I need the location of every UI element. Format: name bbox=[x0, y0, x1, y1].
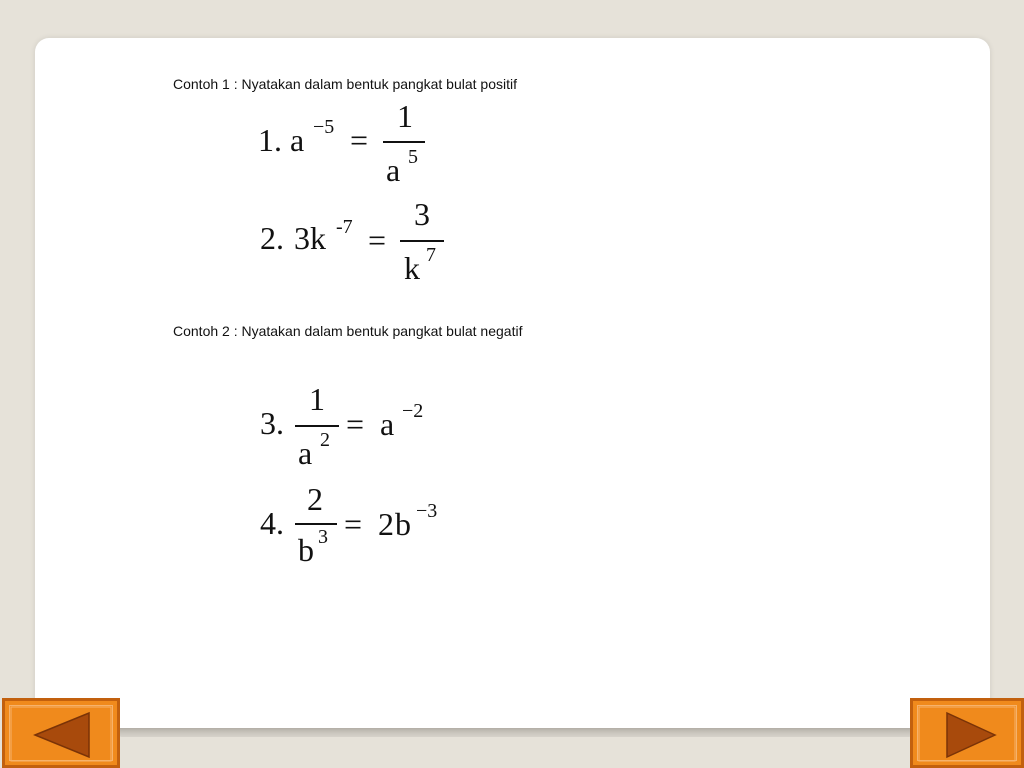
equation-1-lhs-exponent: −5 bbox=[313, 116, 335, 138]
card-shadow bbox=[118, 727, 913, 737]
equation-2-rhs-base: k bbox=[404, 250, 420, 286]
equation-2-rhs-exponent: 7 bbox=[426, 244, 436, 266]
right-triangle-icon bbox=[913, 701, 1021, 765]
previous-slide-button[interactable] bbox=[2, 698, 120, 768]
equation-1-lhs-base: a bbox=[290, 122, 305, 158]
equation-2-lhs-exponent: -7 bbox=[336, 216, 353, 238]
slide-card bbox=[35, 38, 990, 728]
equation-3-rhs-base: a bbox=[380, 406, 395, 442]
equation-2-lhs-base: 3k bbox=[294, 220, 326, 256]
equation-4-fraction-bar bbox=[295, 523, 337, 525]
equation-3-lhs-base: a bbox=[298, 435, 313, 471]
equation-1-rhs-base: a bbox=[386, 152, 401, 188]
equation-1-fraction-bar bbox=[383, 141, 425, 143]
equation-2-equals: = bbox=[368, 222, 387, 258]
equation-4-number: 4. bbox=[260, 505, 284, 541]
equation-4-equals: = bbox=[344, 506, 363, 542]
equation-3-lhs-exponent: 2 bbox=[320, 429, 330, 451]
equation-2-number: 2. bbox=[260, 220, 284, 256]
equation-4-rhs-exponent: −3 bbox=[416, 500, 438, 522]
equation-1-rhs-exponent: 5 bbox=[408, 146, 418, 168]
equation-2-rhs-numerator: 3 bbox=[414, 196, 430, 232]
example-2-heading: Contoh 2 : Nyatakan dalam bentuk pangkat bulat negatif bbox=[173, 323, 523, 339]
equation-3-rhs-exponent: −2 bbox=[402, 400, 424, 422]
equation-4-lhs-exponent: 3 bbox=[318, 526, 328, 548]
equation-3-lhs-numerator: 1 bbox=[309, 381, 325, 417]
example-1-heading: Contoh 1 : Nyatakan dalam bentuk pangkat bulat positif bbox=[173, 76, 517, 92]
equation-3-equals: = bbox=[346, 406, 365, 442]
equation-4-lhs-base: b bbox=[298, 532, 314, 568]
equation-1-number: 1. bbox=[258, 122, 282, 158]
left-triangle-icon bbox=[5, 701, 117, 765]
equation-3-number: 3. bbox=[260, 405, 284, 441]
next-slide-button[interactable] bbox=[910, 698, 1024, 768]
equation-4-rhs-coefficient: 2 bbox=[378, 506, 394, 542]
equation-2-fraction-bar bbox=[400, 240, 444, 242]
equation-1-rhs-numerator: 1 bbox=[397, 98, 413, 134]
equation-3-fraction-bar bbox=[295, 425, 339, 427]
equation-4-lhs-numerator: 2 bbox=[307, 481, 323, 517]
equation-1-equals: = bbox=[350, 122, 369, 158]
equation-4-rhs-base: b bbox=[395, 506, 411, 542]
